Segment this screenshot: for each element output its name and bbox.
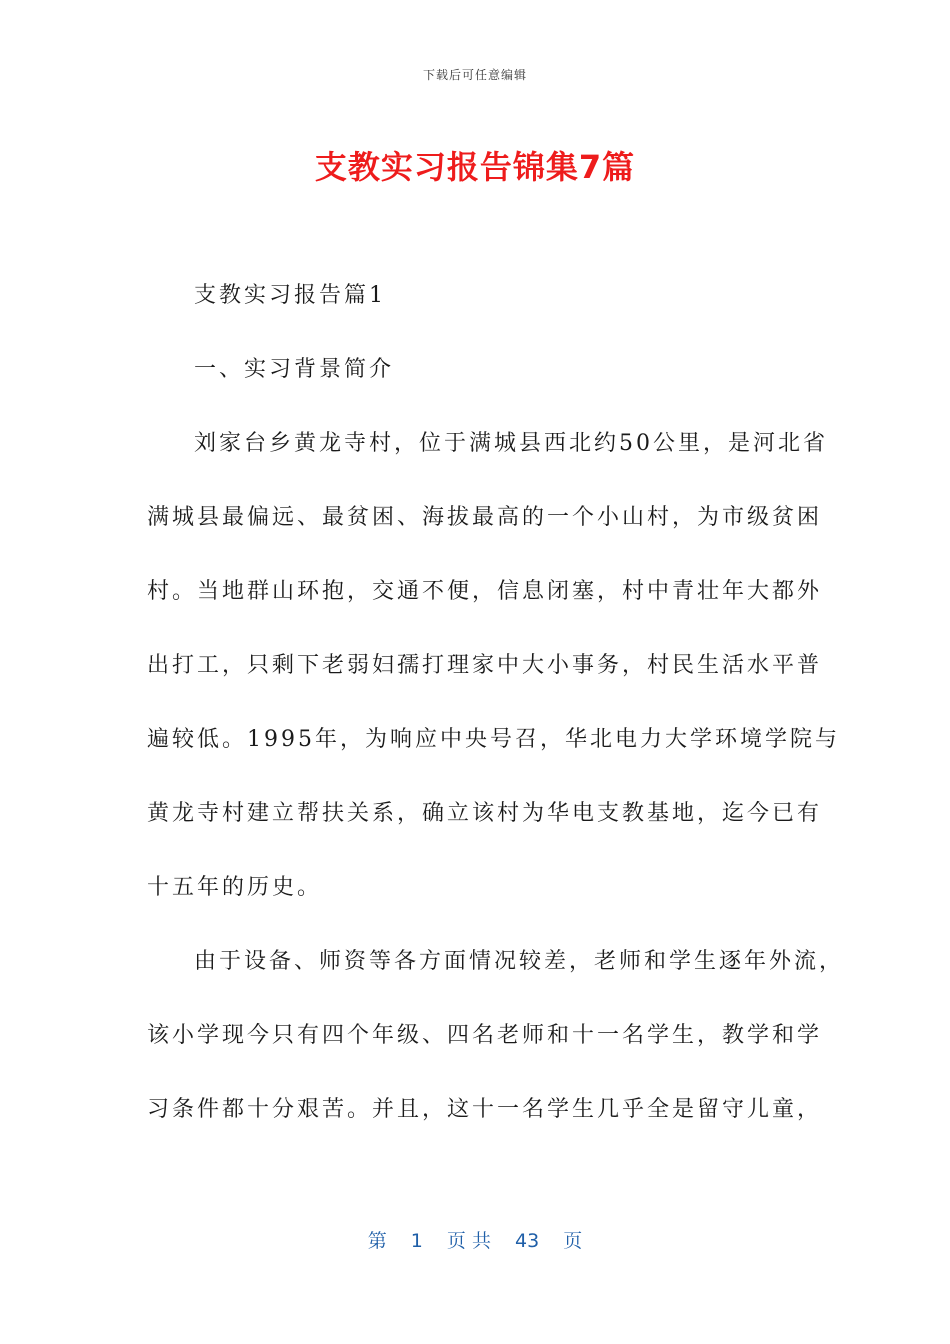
body-line: 一、实习背景简介 [194, 357, 395, 382]
body-line: 村。当地群山环抱，交通不便，信息闭塞，村中青壮年大都外 [147, 579, 823, 604]
body-line: 出打工，只剩下老弱妇孺打理家中大小事务，村民生活水平普 [147, 653, 823, 678]
footer-prefix: 第 [367, 1230, 387, 1252]
body-line: 支教实习报告篇1 [194, 283, 386, 308]
body-line: 该小学现今只有四个年级、四名老师和十一名学生，教学和学 [147, 1023, 823, 1048]
current-page-number: 1 [410, 1230, 423, 1252]
header-note: 下载后可任意编辑 [422, 68, 527, 82]
page-number-footer [0, 1226, 950, 1253]
body-line: 由于设备、师资等各方面情况较差，老师和学生逐年外流， [194, 949, 845, 974]
body-line: 满城县最偏远、最贫困、海拔最高的一个小山村，为市级贫困 [147, 505, 823, 530]
body-line: 十五年的历史。 [147, 875, 323, 900]
body-line: 黄龙寺村建立帮扶关系，确立该村为华电支教基地，迄今已有 [147, 801, 823, 826]
body-line: 遍较低。1995年，为响应中央号召，华北电力大学环境学院与 [147, 727, 840, 752]
footer-suffix: 页 [563, 1230, 583, 1252]
document-title: 支教实习报告锦集7篇 [314, 148, 636, 186]
document-body [147, 259, 845, 1147]
footer-middle: 页 共 [446, 1230, 491, 1252]
body-line: 刘家台乡黄龙寺村，位于满城县西北约50公里，是河北省 [194, 431, 828, 456]
total-page-count: 43 [515, 1230, 540, 1252]
body-line: 习条件都十分艰苦。并且，这十一名学生几乎全是留守儿童， [147, 1097, 823, 1122]
